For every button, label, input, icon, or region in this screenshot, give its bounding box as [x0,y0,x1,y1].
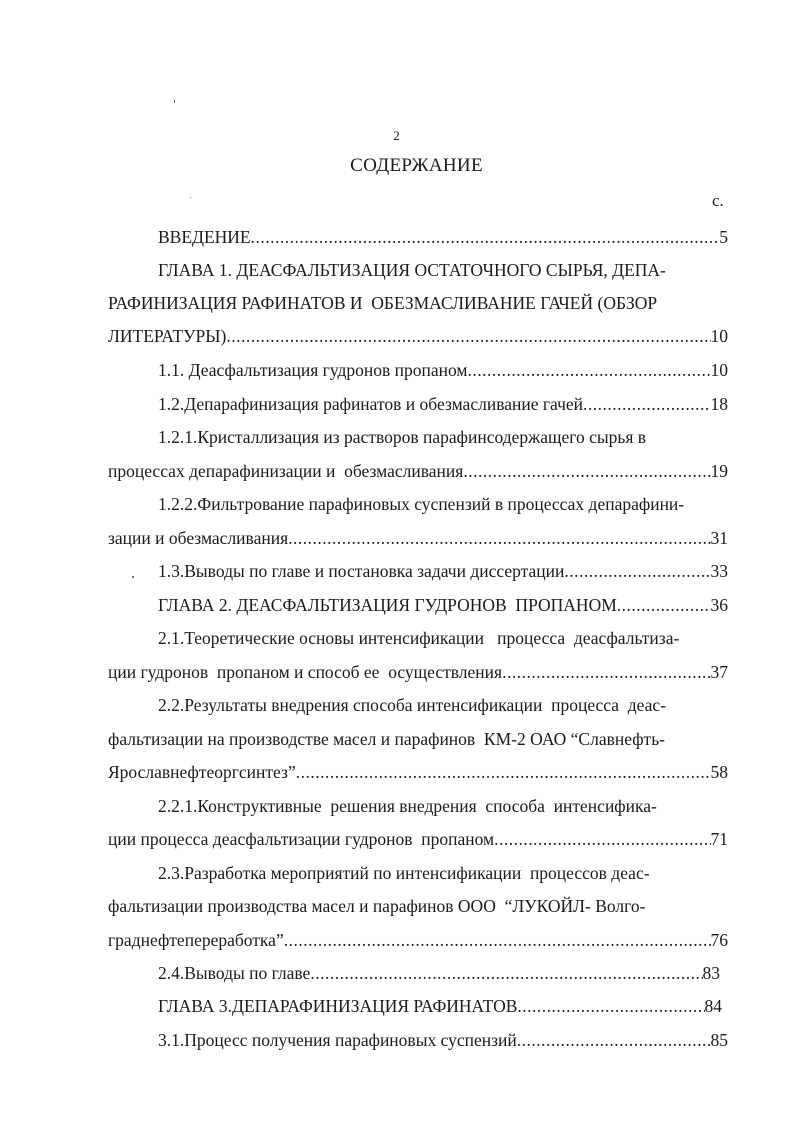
page-column-label: с. [712,191,724,210]
toc-entry-text: ГЛАВА 3.ДЕПАРАФИНИЗАЦИЯ РАФИНАТОВ [158,996,518,1016]
toc-entry-page: 37 [710,662,728,682]
scan-speck [190,197,191,198]
toc-entry-text: 2.4.Выводы по главе [158,963,311,983]
toc-entry-page: 58 [710,762,728,782]
dot-leader [494,826,710,852]
toc-entry-2-3-line-1 [158,860,728,886]
toc-entry-page: 36 [710,595,728,615]
scan-speck [132,576,134,578]
toc-entry-chapter-1-line-3 [108,323,728,349]
toc-entry-page: 84 [704,996,722,1016]
toc-entry-1-1 [158,357,728,383]
toc-entry-text: фальтизации на производстве масел и парафинов КМ-2 ОАО “Славнефть- [108,729,666,749]
dot-leader [617,592,711,618]
dot-leader [502,659,710,685]
dot-leader [468,357,711,383]
toc-entry-page: 31 [710,528,728,548]
toc-entry-2-2-line-3 [108,759,728,785]
toc-entry-text: 2.1.Теоретические основы интенсификации процесса деасфальтиза- [158,628,680,648]
toc-entry-text: ции процесса деасфальтизации гудронов пропаном [108,829,495,849]
toc-entry-chapter-3 [158,993,722,1019]
toc-entry-text: 2.3.Разработка мероприятий по интенсификации процессов деас- [158,863,650,883]
toc-entry-text: 3.1.Процесс получения парафиновых суспензий [158,1030,517,1050]
toc-entry-1-2-1-line-2 [108,458,728,484]
toc-entry-page: 85 [710,1030,728,1050]
toc-entry-1-3 [158,558,728,584]
dot-leader [517,993,704,1019]
toc-entry-text: Ярославнефтеоргсинтез” [108,762,296,782]
toc-entry-page: 10 [710,326,728,346]
toc-entry-2-1-line-2 [108,659,728,685]
toc-entry-2-2-line-2 [108,726,728,752]
toc-entry-page: 71 [710,829,728,849]
dot-leader [564,558,710,584]
toc-entry-2-3-line-2 [108,893,728,919]
toc-entry-page: 10 [710,360,728,380]
toc-entry-text: ЛИТЕРАТУРЫ) [108,326,227,346]
toc-entry-page: 19 [710,461,728,481]
toc-entry-page: 5 [719,227,728,247]
toc-entry-text: граднефтепереработка” [108,930,284,950]
toc-entry-text: ГЛАВА 2. ДЕАСФАЛЬТИЗАЦИЯ ГУДРОНОВ ПРОПАНОМ [158,595,617,615]
toc-entry-text: 1.2.Депарафинизация рафинатов и обезмасливание гачей [158,394,584,414]
toc-entry-text: процессах депарафинизации и обезмасливания [108,461,464,481]
toc-entry-page: 33 [710,561,728,581]
toc-entry-page: 83 [702,963,720,983]
toc-entry-text: РАФИНИЗАЦИЯ РАФИНАТОВ И ОБЕЗМАСЛИВАНИЕ ГАЧЕЙ (ОБЗОР [108,293,658,313]
toc-entry-text: 1.3.Выводы по главе и постановка задачи диссертации [158,561,565,581]
toc-entry-1-2-2-line-2 [108,525,728,551]
toc-entry-text: 2.2.1.Конструктивные решения внедрения способа интенсифика- [158,796,657,816]
dot-leader [517,1027,711,1053]
toc-entry-text: 2.2.Результаты внедрения способа интенсификации процесса деас- [158,695,667,715]
toc-entry-1-2-2-line-1 [158,491,728,517]
toc-entry-2-2-1-line-2 [108,826,728,852]
toc-entry-2-1-line-1 [158,625,728,651]
scan-speck [174,100,175,103]
toc-entry-text: ВВЕДЕНИЕ [158,227,251,247]
toc-entry-2-2-line-1 [158,692,728,718]
dot-leader [226,323,710,349]
toc-entry-1-2 [158,391,728,417]
toc-entry-text: ГЛАВА 1. ДЕАСФАЛЬТИЗАЦИЯ ОСТАТОЧНОГО СЫРЬЯ, ДЕПА- [158,260,666,280]
toc-entry-introduction [158,224,728,250]
toc-entry-chapter-2 [158,592,728,618]
toc-entry-2-2-1-line-1 [158,793,728,819]
dot-leader [463,458,710,484]
toc-entry-chapter-1-line-1 [158,257,728,283]
toc-entry-page: 18 [710,394,728,414]
toc-entry-text: ции гудронов пропаном и способ ее осуществления [108,662,503,682]
page-number: 2 [393,128,400,143]
dot-leader [583,391,710,417]
toc-entry-2-4 [158,960,720,986]
toc-entry-text: 1.2.1.Кристаллизация из растворов парафинсодержащего сырья в [158,427,647,447]
toc-entry-page: 76 [710,930,728,950]
toc-entry-text: зации и обезмасливания [108,528,289,548]
dot-leader [284,927,711,953]
toc-entry-text: 1.2.2.Фильтрование парафиновых суспензий в процессах депарафини- [158,494,685,514]
toc-entry-2-3-line-3 [108,927,728,953]
dot-leader [288,525,710,551]
toc-entry-3-1 [158,1027,728,1053]
toc-entry-1-2-1-line-1 [158,424,728,450]
dot-leader [310,960,702,986]
toc-entry-text: 1.1. Деасфальтизация гудронов пропаном [158,360,468,380]
toc-entry-chapter-1-line-2 [108,290,728,316]
dot-leader [251,224,720,250]
page-title: СОДЕРЖАНИЕ [350,155,483,176]
toc-entry-text: фальтизации производства масел и парафинов ООО “ЛУКОЙЛ- Волго- [108,896,646,916]
dot-leader [296,759,711,785]
